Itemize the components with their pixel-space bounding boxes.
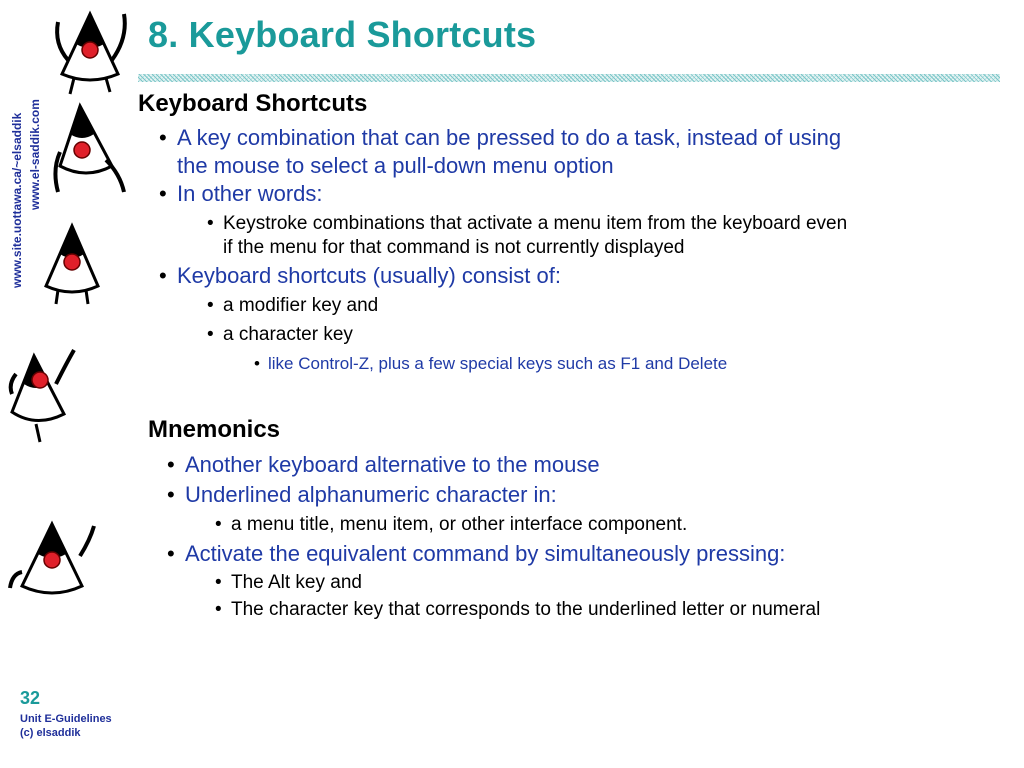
shortcuts-sub-sub-list: [268, 353, 988, 375]
shortcuts-sub-list-1: [223, 212, 993, 260]
list-item-text: a character key: [223, 324, 353, 345]
section-heading-shortcuts: Keyboard Shortcuts: [138, 90, 368, 117]
list-item-text: a modifier key and: [223, 295, 379, 316]
list-item-text: like Control-Z, plus a few special keys such as F1 and Delete: [268, 354, 728, 373]
list-item-text: the mouse to select a pull-down menu option: [177, 153, 614, 178]
slide-title: 8. Keyboard Shortcuts: [148, 14, 537, 55]
list-item: [185, 540, 995, 568]
mnemonics-sub-list-1: [231, 513, 991, 537]
shortcuts-sub-list-2: [223, 294, 993, 347]
list-item: [223, 294, 993, 318]
list-item-text: Keystroke combinations that activate a menu item from the keyboard even: [223, 213, 848, 234]
mnemonics-bullet-list-2: [185, 540, 995, 568]
footer-caption: [20, 712, 112, 740]
duke-mascot-icon: [8, 516, 98, 606]
list-item-text: Underlined alphanumeric character in:: [185, 482, 557, 507]
section-heading-mnemonics: Mnemonics: [148, 416, 281, 443]
list-item-text: A key combination that can be pressed to do a task, instead of using: [177, 125, 842, 150]
list-item-text: In other words:: [177, 181, 323, 206]
list-item-text: The character key that corresponds to the underlined letter or numeral: [231, 599, 821, 620]
duke-mascot-icon: [48, 4, 132, 96]
list-item: [231, 571, 991, 595]
list-item-text: Keyboard shortcuts (usually) consist of:: [177, 263, 561, 288]
mnemonics-sub-list-2: [231, 571, 991, 622]
sidebar-url-primary: www.site.uottawa.ca/~elsaddik: [10, 112, 24, 288]
footer-unit: Unit E-Guidelines: [20, 713, 112, 725]
duke-mascot-icon: [40, 222, 104, 308]
shortcuts-bullet-list-2: [177, 262, 997, 290]
list-item: [223, 323, 993, 347]
list-item-text: Another keyboard alternative to the mouse: [185, 452, 600, 477]
sidebar-url-secondary: www.el-saddik.com: [28, 99, 42, 210]
list-item: [185, 481, 995, 509]
title-divider: [138, 74, 1000, 82]
list-item: [177, 262, 997, 290]
shortcuts-bullet-list: [177, 124, 997, 208]
list-item: [223, 212, 993, 260]
list-item-text: a menu title, menu item, or other interface component.: [231, 514, 688, 535]
footer-copyright: (c) elsaddik: [20, 727, 81, 739]
duke-mascot-icon: [6, 344, 78, 444]
list-item: [177, 124, 997, 180]
list-item: [185, 451, 995, 479]
list-item-text: Activate the equivalent command by simultaneously pressing:: [185, 541, 786, 566]
mnemonics-bullet-list: [185, 451, 995, 509]
list-item-text: The Alt key and: [231, 572, 362, 593]
list-item-text: if the menu for that command is not currently displayed: [223, 237, 685, 258]
list-item: [231, 513, 991, 537]
list-item: [268, 353, 988, 375]
list-item: [231, 598, 991, 622]
duke-mascot-icon: [50, 100, 130, 196]
list-item: [177, 180, 997, 208]
page-number: 32: [20, 688, 41, 708]
